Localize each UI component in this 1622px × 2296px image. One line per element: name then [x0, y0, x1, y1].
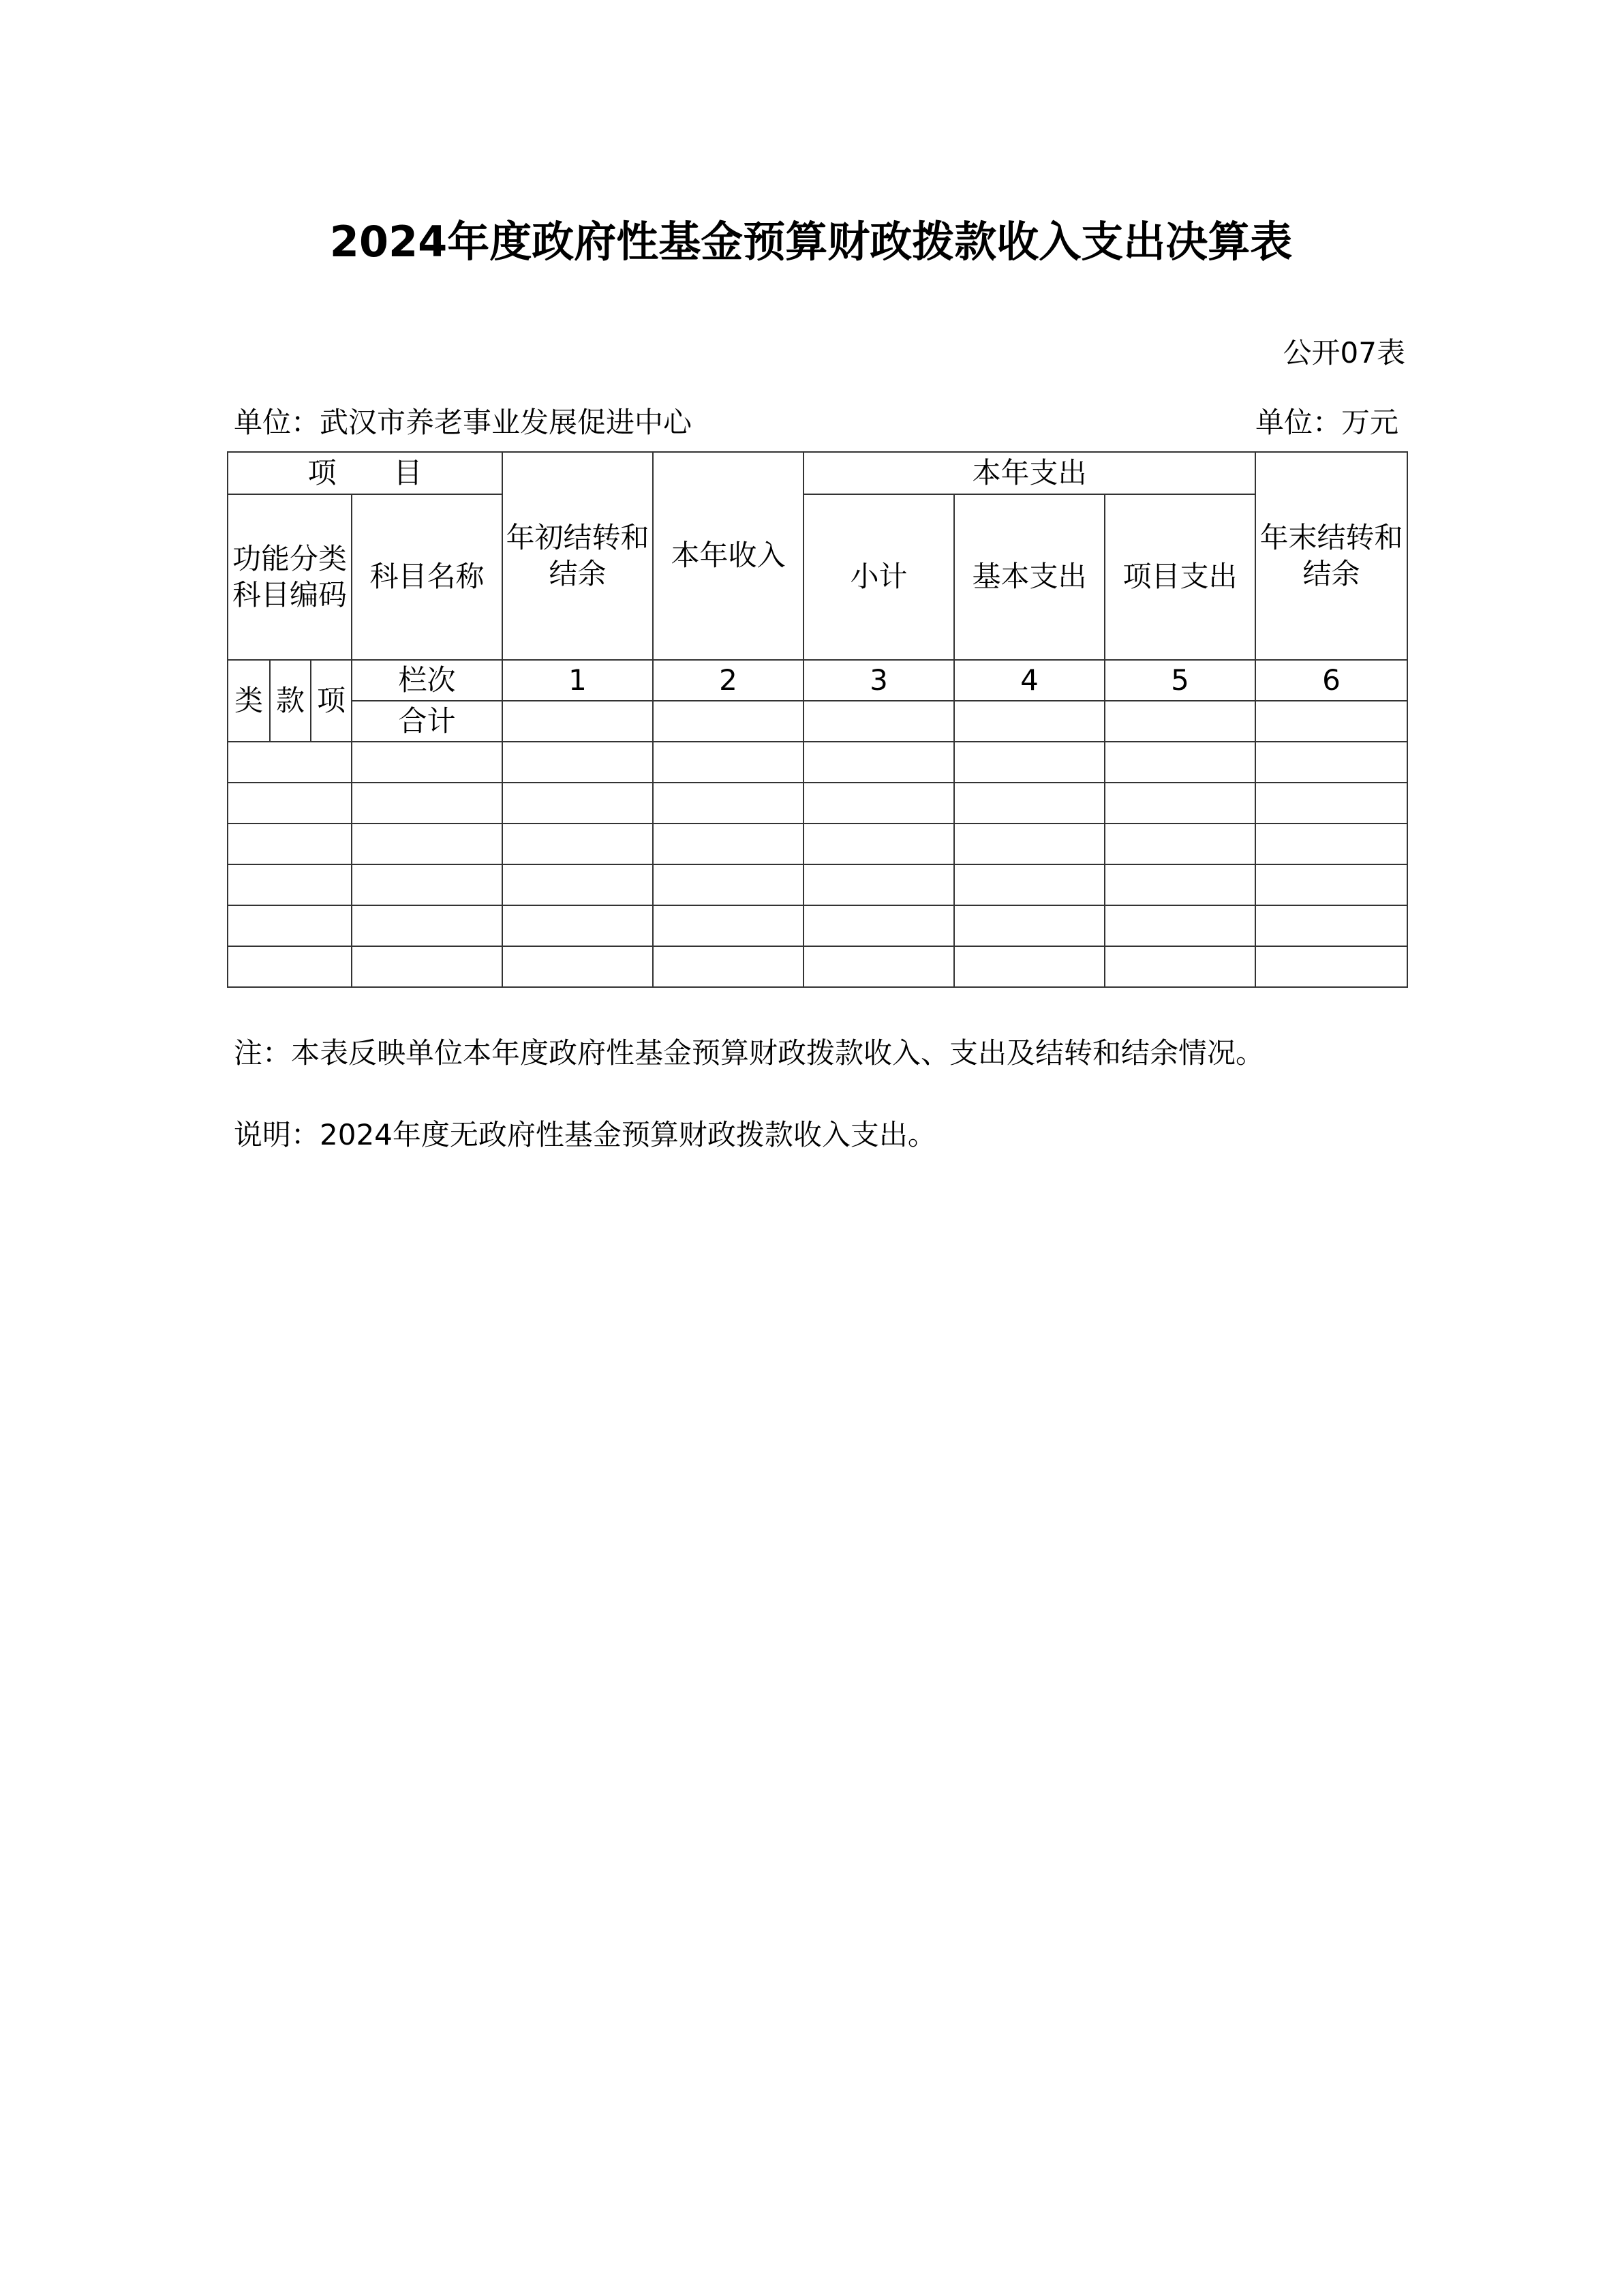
- column-number: 6: [1255, 660, 1407, 701]
- header-kuan: 款: [270, 660, 311, 742]
- table-row: [228, 864, 1407, 905]
- table-cell: [228, 783, 352, 824]
- table-cell: [653, 742, 804, 783]
- table-note: 注：本表反映单位本年度政府性基金预算财政拨款收入、支出及结转和结余情况。: [234, 1036, 1265, 1070]
- table-cell: [804, 701, 954, 742]
- page-title: 2024年度政府性基金预算财政拨款收入支出决算表: [329, 217, 1293, 267]
- table-cell: [1105, 824, 1255, 864]
- table-cell: [352, 824, 502, 864]
- table-cell: [1255, 701, 1407, 742]
- table-row: [228, 783, 1407, 824]
- header-func-code: 功能分类科目编码: [228, 494, 352, 660]
- table-cell: [228, 946, 352, 987]
- table-cell: [1255, 905, 1407, 946]
- column-number: 1: [502, 660, 653, 701]
- table-cell: [954, 905, 1105, 946]
- table-cell: [653, 946, 804, 987]
- table-cell: [1105, 946, 1255, 987]
- table-cell: [502, 783, 653, 824]
- table-row: [228, 742, 1407, 783]
- table-cell: [954, 742, 1105, 783]
- unit-organization: 单位：武汉市养老事业发展促进中心: [234, 406, 692, 439]
- table-cell: [954, 783, 1105, 824]
- table-cell: [804, 946, 954, 987]
- table-cell: [1105, 701, 1255, 742]
- table-cell: [804, 742, 954, 783]
- table-cell: [228, 905, 352, 946]
- table-explanation: 说明：2024年度无政府性基金预算财政拨款收入支出。: [234, 1118, 936, 1151]
- header-end-balance: 年末结转和结余: [1255, 452, 1407, 660]
- table-cell: [352, 864, 502, 905]
- table-cell: [502, 905, 653, 946]
- table-row: [228, 946, 1407, 987]
- header-column-no: 栏次: [352, 660, 502, 701]
- table-cell: [502, 824, 653, 864]
- header-basic: 基本支出: [954, 494, 1105, 660]
- header-project: 项目支出: [1105, 494, 1255, 660]
- header-subject-name: 科目名称: [352, 494, 502, 660]
- table-cell: [1105, 742, 1255, 783]
- table-cell: [653, 905, 804, 946]
- table-cell: [228, 742, 352, 783]
- column-number: 2: [653, 660, 804, 701]
- table-cell: [352, 946, 502, 987]
- table-cell: [1105, 905, 1255, 946]
- table-cell: [954, 701, 1105, 742]
- table-cell: [228, 824, 352, 864]
- table-cell: [954, 864, 1105, 905]
- table-cell: [1255, 946, 1407, 987]
- table-cell: [1105, 864, 1255, 905]
- table-cell: [653, 783, 804, 824]
- table-cell: [1255, 783, 1407, 824]
- table-cell: [352, 742, 502, 783]
- table-cell: [804, 783, 954, 824]
- row-total-label: 合计: [352, 701, 502, 742]
- unit-currency: 单位：万元: [1255, 406, 1398, 439]
- header-item: 项 目: [228, 452, 502, 494]
- header-income: 本年收入: [653, 452, 804, 660]
- table-cell: [804, 864, 954, 905]
- header-lei: 类: [228, 660, 270, 742]
- table-cell: [804, 905, 954, 946]
- table-cell: [804, 824, 954, 864]
- table-cell: [502, 701, 653, 742]
- table-cell: [653, 864, 804, 905]
- table-cell: [1255, 824, 1407, 864]
- column-number: 3: [804, 660, 954, 701]
- column-number: 4: [954, 660, 1105, 701]
- header-begin-balance: 年初结转和结余: [502, 452, 653, 660]
- table-number: 公开07表: [1283, 336, 1405, 369]
- table-cell: [653, 824, 804, 864]
- header-expense: 本年支出: [804, 452, 1255, 494]
- header-xiang: 项: [311, 660, 352, 742]
- table-cell: [954, 824, 1105, 864]
- table-cell: [954, 946, 1105, 987]
- table-cell: [352, 905, 502, 946]
- table-row: [228, 824, 1407, 864]
- table-cell: [1255, 742, 1407, 783]
- column-number: 5: [1105, 660, 1255, 701]
- budget-table: [227, 451, 1408, 988]
- table-cell: [653, 701, 804, 742]
- table-cell: [502, 742, 653, 783]
- table-row: [228, 905, 1407, 946]
- table-cell: [502, 946, 653, 987]
- table-cell: [228, 864, 352, 905]
- table-cell: [502, 864, 653, 905]
- table-cell: [1255, 864, 1407, 905]
- table-cell: [1105, 783, 1255, 824]
- table-cell: [352, 783, 502, 824]
- header-subtotal: 小计: [804, 494, 954, 660]
